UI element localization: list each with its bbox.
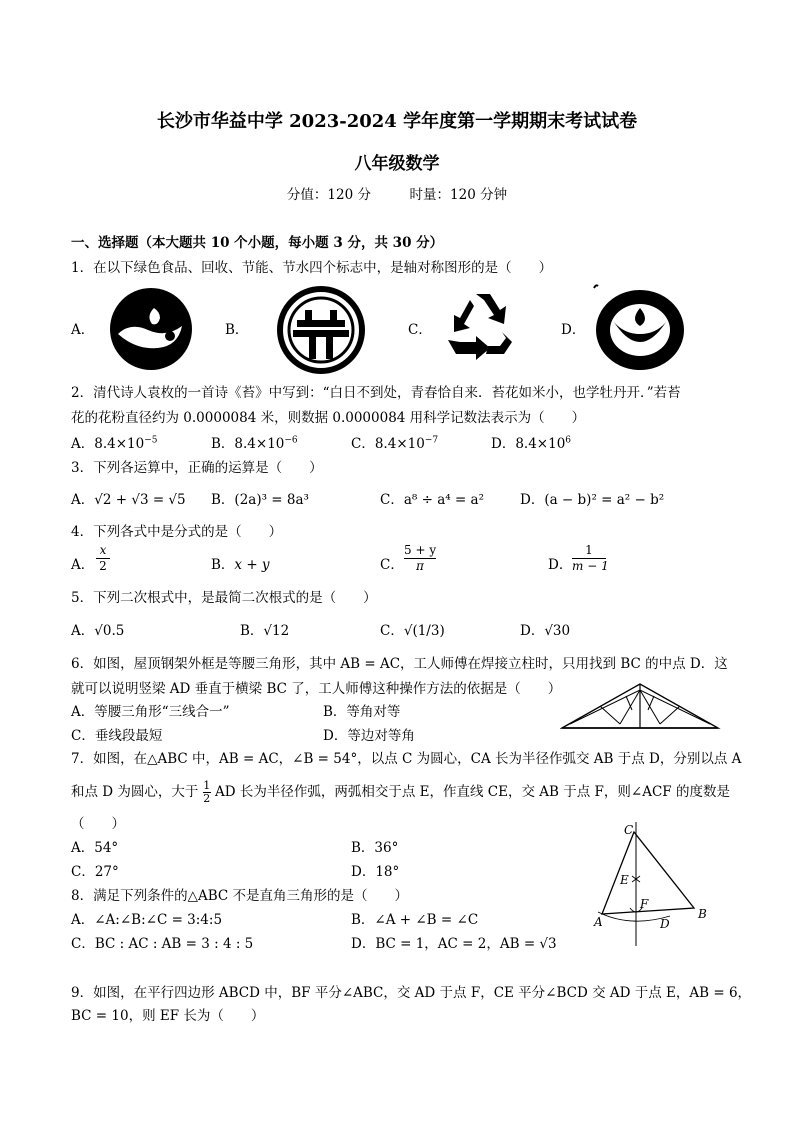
q5-option-d-label: D． xyxy=(520,623,545,639)
q4-option-c-label: C． xyxy=(380,557,404,573)
fig-label-c: C xyxy=(624,823,634,837)
q2-option-c-label: C． xyxy=(351,436,375,452)
q1-option-c-label: C． xyxy=(408,322,432,338)
question-6-line-2: 就可以说明竖梁 AD 垂直于横梁 BC 了，工人师傅这种操作方法的依据是（ ） xyxy=(71,681,562,697)
q4-option-d-num: 1 xyxy=(572,543,606,559)
q2-option-b-base: 8.4×10 xyxy=(234,436,285,452)
q4-option-d xyxy=(548,553,572,573)
q5-option-a-label: A． xyxy=(71,623,95,639)
q4-option-b-label: B． xyxy=(211,557,235,573)
q8-option-b: B．∠A + ∠B = ∠C xyxy=(351,912,479,928)
q6-option-a: A．等腰三角形“三线合一” xyxy=(71,704,230,720)
q5-option-c-text: √(1/3) xyxy=(403,623,445,639)
q4-option-d-fraction xyxy=(572,543,609,574)
q8-option-a: A．∠A:∠B:∠C = 3:4:5 xyxy=(71,912,223,928)
q2-option-c xyxy=(351,432,438,452)
q5-option-c xyxy=(380,619,445,639)
q2-option-a xyxy=(71,432,158,452)
q7-fraction xyxy=(203,780,211,805)
q6-option-d: D．等边对等角 xyxy=(323,728,415,744)
q3-option-c-label: C． xyxy=(380,492,404,508)
triangle-construction-figure xyxy=(590,820,720,950)
exam-subject: 八年级数学 xyxy=(354,154,440,174)
q7-line-2-pre: 和点 D 为圆心，大于 xyxy=(71,784,199,800)
q2-option-a-label: A． xyxy=(71,436,95,452)
fig-label-e: E xyxy=(620,873,629,887)
q2-option-b-exp: −6 xyxy=(284,435,298,446)
q7-option-c: C．27° xyxy=(71,864,119,880)
q1-option-d-label: D． xyxy=(561,322,586,338)
q5-option-d-text: √30 xyxy=(544,623,571,639)
q4-option-c-num: 5 + y xyxy=(404,543,437,557)
q2-option-d-exp: 6 xyxy=(565,435,572,446)
q5-option-d xyxy=(520,619,570,639)
q5-option-c-label: C． xyxy=(380,623,404,639)
roof-truss-figure xyxy=(560,680,722,734)
q4-option-c xyxy=(380,553,404,573)
q5-option-a-text: √0.5 xyxy=(94,623,125,639)
q2-option-d-label: D． xyxy=(491,436,516,452)
q2-option-d xyxy=(491,432,571,452)
q7-fraction-num: 1 xyxy=(203,779,211,792)
fig-label-f: F xyxy=(640,897,649,911)
q3-option-b xyxy=(211,488,309,508)
section-heading: 一、选择题（本大题共 10 个小题，每小题 3 分，共 30 分） xyxy=(71,235,444,251)
q4-option-a-num: x xyxy=(96,543,110,559)
q2-option-d-base: 8.4×10 xyxy=(515,436,566,452)
q4-option-a-fraction xyxy=(96,543,110,574)
q4-option-d-label: D． xyxy=(548,557,573,573)
fig-label-b: B xyxy=(698,907,707,921)
exam-meta xyxy=(0,183,794,203)
q2-option-a-exp: −5 xyxy=(144,435,158,446)
q3-option-a xyxy=(71,488,186,508)
exam-title: 长沙市华益中学 2023-2024 学年度第一学期期末考试试卷 xyxy=(156,111,638,132)
question-7-line-1: 7．如图，在△ABC 中，AB = AC，∠B = 54°，以点 C 为圆心，CA 长为半径作弧交 AB 于点 D，分别以点 A xyxy=(71,751,742,767)
q6-option-c: C．垂线段最短 xyxy=(71,728,163,744)
q7-fraction-den: 2 xyxy=(203,792,211,805)
q2-option-b-label: B． xyxy=(211,436,235,452)
recycle-logo xyxy=(442,288,524,364)
score-info: 分值：120 分 xyxy=(286,187,371,203)
q3-option-b-label: B． xyxy=(211,492,235,508)
fig-label-a: A xyxy=(594,915,603,929)
q3-option-b-text: (2a)³ = 8a³ xyxy=(234,492,309,508)
q7-option-b: B．36° xyxy=(351,840,399,856)
q4-option-c-den: π xyxy=(416,559,424,573)
q3-option-a-text: √2 + √3 = √5 xyxy=(94,492,186,508)
q3-option-d xyxy=(520,488,664,508)
question-8-stem: 8．满足下列条件的△ABC 不是直角三角形的是（ ） xyxy=(71,888,409,904)
q3-option-c-text: a⁸ ÷ a⁴ = a² xyxy=(403,492,485,508)
q4-option-b-text: x + y xyxy=(234,557,270,573)
q3-option-c xyxy=(380,488,484,508)
q3-option-d-label: D． xyxy=(520,492,545,508)
q5-option-b-text: √12 xyxy=(263,623,290,639)
question-5-stem: 5．下列二次根式中，是最简二次根式的是（ ） xyxy=(71,590,377,606)
q6-option-b: B．等角对等 xyxy=(323,704,401,720)
green-food-logo xyxy=(108,286,194,372)
question-3-stem: 3．下列各运算中，正确的运算是（ ） xyxy=(71,460,323,476)
building-logo xyxy=(277,286,365,374)
question-7-line-3: （ ） xyxy=(71,816,125,832)
q8-option-d: D．BC = 1，AC = 2，AB = √3 xyxy=(351,936,557,952)
question-6-line-1: 6．如图，屋顶钢架外框是等腰三角形，其中 AB = AC，工人师傅在焊接立柱时，只用找到 BC 的中点 D．这 xyxy=(71,656,728,672)
q3-option-d-text: (a − b)² = a² − b² xyxy=(544,492,665,508)
q4-option-a-den: 2 xyxy=(99,559,107,573)
q2-option-c-base: 8.4×10 xyxy=(374,436,425,452)
question-9-line-2: BC = 10，则 EF 长为（ ） xyxy=(71,1008,265,1024)
water-saving-logo xyxy=(592,282,688,372)
q1-option-b-label: B． xyxy=(225,322,249,338)
time-info: 时量：120 分钟 xyxy=(409,187,508,203)
q4-option-b xyxy=(211,553,270,573)
q7-option-d: D．18° xyxy=(351,864,400,880)
q5-option-b xyxy=(240,619,289,639)
question-2-line-1: 2．清代诗人袁枚的一首诗《苔》中写到：“白日不到处，青春恰自来．苔花如米小，也学牡丹开．”若苔 xyxy=(71,385,681,401)
fig-label-d: D xyxy=(660,917,670,931)
q4-option-d-den: m − 1 xyxy=(572,559,609,573)
question-9-line-1: 9．如图，在平行四边形 ABCD 中，BF 平分∠ABC，交 AD 于点 F，CE 平分∠BCD 交 AD 于点 E，AB = 6， xyxy=(71,985,752,1001)
q7-option-a: A．54° xyxy=(71,840,119,856)
q1-option-a-label: A． xyxy=(71,322,95,338)
q2-option-c-exp: −7 xyxy=(424,435,439,446)
question-1-stem: 1．在以下绿色食品、回收、节能、节水四个标志中，是轴对称图形的是（ ） xyxy=(71,260,553,276)
question-7-line-2 xyxy=(71,780,730,805)
q4-option-a-label: A． xyxy=(71,557,95,573)
q5-option-a xyxy=(71,619,124,639)
q8-option-c: C．BC : AC : AB = 3 : 4 : 5 xyxy=(71,936,254,952)
q3-option-a-label: A． xyxy=(71,492,95,508)
q7-line-2-post: AD 长为半径作弧，两弧相交于点 E，作直线 CE，交 AB 于点 F，则∠ACF 的度数是 xyxy=(215,784,730,800)
q5-option-b-label: B． xyxy=(240,623,264,639)
question-4-stem: 4．下列各式中是分式的是（ ） xyxy=(71,524,283,540)
q2-option-b xyxy=(211,432,298,452)
q2-option-a-base: 8.4×10 xyxy=(94,436,145,452)
q4-option-c-fraction xyxy=(404,543,436,574)
q4-option-a xyxy=(71,553,94,573)
question-2-line-2: 花的花粉直径约为 0.0000084 米，则数据 0.0000084 用科学记数法表示为（ ） xyxy=(71,410,586,426)
